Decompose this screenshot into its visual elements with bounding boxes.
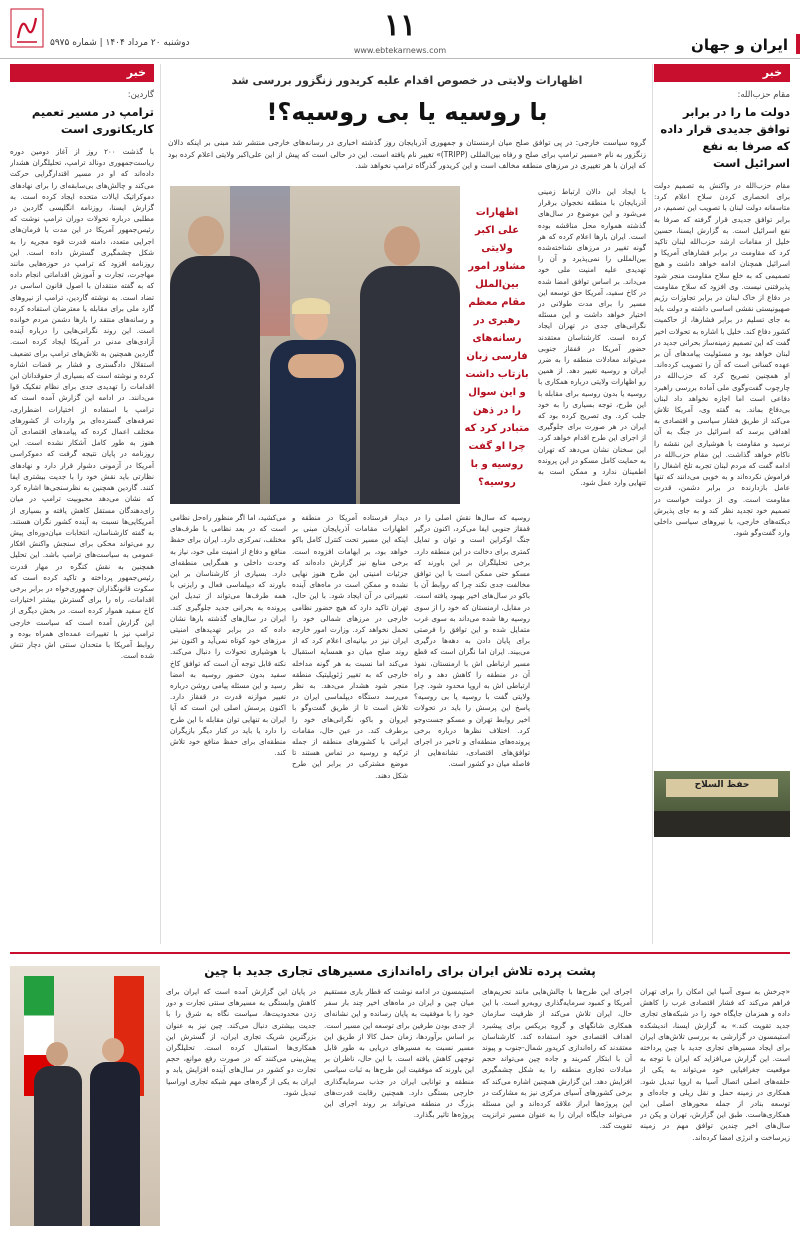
left-column [10, 64, 154, 944]
right-photo [654, 771, 790, 837]
right-headline: دولت ما را در برابر توافق جدیدی قرار داده که صرفا به نفع اسرائیل است [660, 105, 790, 170]
figure-right-suit [360, 266, 460, 504]
main-body-col2: روسیه که سال‌ها نقش اصلی را در قفقاز جنوبی ایفا می‌کرد، اکنون درگیر جنگ اوکراین است و توان و تمایل کمتری برای دخالت در این منطقه دارد. برخی تحلیلگران بر این باورند که مسکو حتی ممکن است با این توافق مخالفت جدی نکند چرا که روابط آن با باکو در سال‌های اخیر بهبود یافته است. در مقابل، ارمنستان که خود را از سوی روسیه رها شده می‌داند به سوی غرب متمایل شده و این توافق را فرصتی برای پایان دادن به دهه‌ها درگیری می‌بیند. ایران اما نگران است که قطع مسیر ارتباطی اش با ارمنستان، نفوذ آن در منطقه را کاهش دهد و راه ارتباطی اش به اروپا محدود شود. چرا ولایتی گفت با روسیه یا بی روسیه؟ پاسخ این پرسش را باید در تحولات اخیر روابط تهران و مسکو جست‌وجو کرد. اختلاف نظرها درباره برخی پرونده‌های منطقه‌ای و تاخیر در اجرای توافق‌های اقتصادی، نشانه‌هایی از فاصله میان دو کشور است. [414, 513, 530, 769]
bottom-body-col4: در پایان این گزارش آمده است که ایران برای کاهش وابستگی به مسیرهای سنتی تجارت و دور زدن محدودیت‌ها، سیاست نگاه به شرق را با جدیت بیشتری دنبال می‌کند. چین نیز به عنوان بزرگترین شریک تجاری ایران، از گسترش این همکاری‌ها استقبال کرده است. تحلیلگران پیش‌بینی می‌کنند که در صورت رفع موانع، حجم تجارت دو کشور در سال‌های آینده افزایش یابد و ایران به یکی از گره‌های مهم شبکه تجاری اوراسیا تبدیل شود. [166, 987, 316, 1097]
bottom-photo [10, 966, 160, 1226]
right-body: مقام حزب‌الله در واکنش به تصمیم دولت برای انحصاری کردن سلاح اعلام کرد: متاسفانه دولت لبنان با تصویب این تصمیم، در برابر توافق جدیدی قرار گرفته که صرفا به نفع اسرائیل است. به گزارش ایسنا، حسین خلیل از مقامات ارشد حزب‌الله لبنان تاکید کرد که مقاومت در برابر فشارهای آمریکا و اسرائیل همچنان ادامه خواهد داشت و هیچ تصمیمی که به خلع سلاح مقاومت منجر شود پذیرفتنی نیست. وی افزود که سلاح مقاومت در دفاع از خاک لبنان در برابر تجاوزات رژیم صهیونیستی نقشی اساسی داشته و دولت باید به جای تسلیم در برابر فشارها، از حاکمیت کشور دفاع کند. خلیل با اشاره به تحولات اخیر گفت که این تصمیم زمینه‌ساز بحرانی جدید در لبنان خواهد بود و مسئولیت پیامدهای آن بر عهده کسانی است که آن را تصویب کرده‌اند. او همچنین تصریح کرد که حزب‌الله در چارچوب گفت‌وگوی ملی آماده بررسی راهبرد دفاعی است اما اجازه نخواهد داد لبنان بی‌دفاع بماند. به گفته وی، آمریکا تلاش می‌کند از طریق فشار سیاسی و اقتصادی به اهدافی برسد که اسرائیل در جنگ به آن نرسید و مقاومت با هوشیاری این نقشه را ناکام خواهد گذاشت. این مقام حزب‌الله در ادامه گفت که مردم لبنان تجربه تلخ اشغال را فراموش نکرده‌اند و به خوبی می‌دانند که تنها عامل بازدارنده در برابر دشمن، قدرت مقاومت است. وی از دولت خواست در تصمیم خود تجدید نظر کند و به جای پذیرش دیکته‌های خارجی، با نیروهای سیاسی داخلی وارد گفت‌وگو شود. [654, 181, 790, 538]
figure-center-hair [292, 298, 330, 314]
bottom-headline: پشت پرده تلاش ایران برای راه‌اندازی مسیرهای تجاری جدید با چین [204, 964, 596, 978]
bottom-story-top-rule [10, 952, 790, 954]
photo-banner-text: حفظ السلاح [694, 780, 750, 790]
issue-date: دوشنبه ۲۰ مرداد ۱۴۰۴ | شماره ۵۹۷۵ [50, 38, 190, 48]
news-label: خبر [654, 64, 790, 82]
column-divider [652, 64, 653, 944]
main-body-col4: می‌کشید، اما اگر منظور راه‌حل نظامی است که در بعد نظامی با طرف‌های مختلف، تمرکزی دارد. ایران برای حفظ منافع و دفاع از امنیت ملی خود، نیاز به وحدت داخلی و همگرایی منطقه‌ای دارد. بسیاری از کارشناسان بر این باورند که دیپلماسی فعال و رایزنی با همه طرف‌ها می‌تواند از تبدیل این پرونده به بحرانی جدید جلوگیری کند. ایران در سال‌های گذشته بارها نشان داده که در برابر تهدیدهای امنیتی مرزهای خود کوتاه نمی‌آید و اکنون نیز با هوشیاری تحولات را دنبال می‌کند. نکته قابل توجه آن است که توافق کاخ سفید بدون حضور روسیه به امضا رسید و این مسئله پیامی روشن درباره تغییر موازنه قدرت در قفقاز دارد. اکنون پرسش اصلی این است که آیا ایران به تنهایی توان مقابله با این طرح را دارد یا باید در کنار دیگر بازیگران منطقه‌ای برای حفظ منافع خود تلاش کند. [170, 513, 286, 758]
main-headline: با روسیه یا بی روسیه؟! [266, 98, 548, 126]
handshake [288, 354, 344, 378]
main-story [168, 64, 646, 944]
figure-right [384, 226, 420, 266]
photo-crowd [654, 811, 790, 837]
news-label: خبر [10, 64, 154, 82]
main-kicker: اظهارات ولایتی در خصوص اقدام علیه کریدور زنگزور بررسی شد [231, 74, 583, 87]
bottom-body-col1: «چرخش به سوی آسیا این امکان را برای تهران فراهم می‌کند که فشار اقتصادی غرب را کاهش داده و همزمان جایگاه خود را در شبکه‌های تجاری جدید تقویت کند.» به گزارش ایسنا، اندیشکده استیمسون در گزارشی به بررسی تلاش‌های ایران برای ایجاد مسیرهای تجاری جدید با چین پرداخته است. این گزارش می‌افزاید که ایران با توجه به موقعیت جغرافیایی خود می‌تواند به یکی از حلقه‌های اصلی اتصال آسیا به اروپا تبدیل شود. همکاری در زمینه حمل و نقل ریلی و جاده‌ای و توسعه بنادر از جمله محورهای اصلی این همکاری‌هاست. طبق این گزارش، تهران و پکن در سال‌های اخیر چندین توافق مهم در زمینه زیرساخت و انرژی امضا کرده‌اند. [640, 987, 790, 1142]
column-divider [160, 64, 161, 944]
section-title: ایران و جهان [691, 36, 788, 54]
main-body-col1: با ایجاد این دالان ارتباط زمینی آذربایجان با منطقه نخجوان برقرار می‌شود و این موضوع در سال‌های گذشته همواره محل مناقشه بوده است. ایران بارها اعلام کرده که هر گونه تغییر در مرزهای شناخته‌شده بین‌المللی را نمی‌پذیرد و آن را تهدیدی علیه امنیت ملی خود می‌داند. بر اساس توافق امضا شده در کاخ سفید، آمریکا حق توسعه این مسیر را برای مدت طولانی در اختیار خواهد داشت و این مسئله نگرانی‌های جدی در تهران ایجاد کرده است. کارشناسان معتقدند حضور آمریکا در قفقاز جنوبی می‌تواند معادلات منطقه را به ضرر ایران و روسیه تغییر دهد. از همین رو اظهارات ولایتی درباره همکاری با روسیه یا بدون روسیه برای مقابله با این طرح، توجه بسیاری را به خود جلب کرد. وی تصریح کرده بود که ایران در هر صورت برای جلوگیری از اجرای این طرح اقدام خواهد کرد. این سخنان نشان می‌دهد که تهران به حمایت کامل مسکو در این پرونده اطمینان ندارد و ممکن است به تنهایی وارد عمل شود. [538, 187, 646, 488]
page-number: ۱۱ [383, 8, 417, 43]
left-headline: ترامپ در مسیر تعمیم کاریکاتوری است [31, 105, 154, 136]
bottom-body-col2: اجرای این طرح‌ها با چالش‌هایی مانند تحریم‌های آمریکا و کمبود سرمایه‌گذاری روبه‌رو است. با این حال، ایران تلاش می‌کند از ظرفیت سازمان همکاری شانگهای و گروه بریکس برای پیشبرد اهداف اقتصادی خود استفاده کند. کارشناسان معتقدند که راه‌اندازی کریدور شمال-جنوب و پیوند آن با ابتکار کمربند و جاده چین می‌تواند حجم مبادلات تجاری منطقه را به شکل چشمگیری افزایش دهد. این گزارش همچنین اشاره می‌کند که برخی کشورهای آسیای مرکزی نیز به مشارکت در این پروژه‌ها ابراز علاقه کرده‌اند و این مسئله می‌تواند جایگاه ایران را به عنوان مسیر ترانزیت تقویت کند. [482, 987, 632, 1131]
figure-left-suit [170, 256, 260, 504]
figure-left [188, 216, 224, 256]
pullquote: اظهارات علی اکبر ولایتی مشاور امور بین‌الملل مقام معظم رهبری در رسانه‌های فارسی زبان بازتاب داشت و این سوال را در ذهن متبادر کرد که چرا او گفت روسیه و با روسیه؟ [464, 207, 530, 488]
figure-right-suit [90, 1062, 140, 1226]
figure-left [46, 1042, 68, 1066]
main-body-col3: دیدار فرستاده آمریکا در منطقه و اظهارات مقامات آذربایجان مبنی بر اینکه این مسیر تحت کنترل کامل باکو خواهد بود، بر ابهامات افزوده است. برخی منابع نیز گزارش داده‌اند که جزئیات امنیتی این طرح هنوز نهایی نشده و ممکن است در ماه‌های آینده تغییراتی در آن ایجاد شود. با این حال، تهران تاکید دارد که هیچ حضور نظامی خارجی در مرزهای شمالی خود را تحمل نخواهد کرد. وزارت امور خارجه ایران نیز در بیانیه‌ای اعلام کرد که از روند صلح میان دو همسایه استقبال می‌کند اما نسبت به هر گونه مداخله خارجی که به تغییر ژئوپلیتیک منطقه منجر شود هشدار می‌دهد. به نظر می‌رسد دستگاه دیپلماسی ایران در تلاش است تا از طریق گفت‌وگو با ایروان و باکو، نگرانی‌های خود را برطرف کند. در عین حال، مقامات ایرانی با کشورهای منطقه از جمله ترکیه و روسیه در تماس هستند تا موضع مشترکی در برابر این طرح شکل دهند. [292, 513, 408, 780]
bottom-body-col3: استیمسون در ادامه نوشت که قطار باری مستقیم میان چین و ایران در ماه‌های اخیر چند بار سفر خود را با موفقیت به پایان رسانده و این نشانه‌ای از جدی بودن طرفین برای توسعه این مسیر است. بر اساس برآوردها، زمان حمل کالا از طریق این مسیر نسبت به مسیرهای دریایی به طور قابل توجهی کاهش یافته است. با این حال، ناظران بر این باورند که موفقیت این طرح‌ها به ثبات سیاسی منطقه و توانایی ایران در جذب سرمایه‌گذاری خارجی بستگی دارد. همچنین رقابت قدرت‌های بزرگ در منطقه می‌تواند بر روند اجرای این پروژه‌ها تاثیر بگذارد. [324, 987, 474, 1120]
section-marker [796, 34, 800, 54]
right-column [654, 64, 790, 944]
site-url[interactable]: www.ebtekarnews.com [353, 46, 447, 55]
main-lead: گروه سیاست خارجی: در پی توافق صلح میان ارمنستان و جمهوری آذربایجان روز گذشته اخباری در رسانه‌های خارجی منتشر شد مبنی بر اینکه دالان زنگزور به نام «مسیر ترامپ برای صلح و رفاه بین‌المللی (TRIPP)» تغییر نام یافته است. این در حالی است که پیش از این علی‌اکبر ولایتی اعلام کرده بود که ایران با هر تغییری در مرزهای منطقه مخالف است و این کریدور گذرگاه ترامپ نخواهد شد. [168, 138, 646, 170]
right-kicker: مقام حزب‌الله: [737, 90, 790, 100]
figure-left-suit [34, 1066, 82, 1226]
bottom-story [10, 958, 790, 1230]
left-kicker: گاردین: [127, 90, 154, 100]
main-photo [170, 186, 460, 504]
left-body: با گذشت ۲۰۰ روز از آغاز دومین دوره ریاست‌جمهوری دونالد ترامپ، تحلیلگران هشدار داده‌اند که او در مسیر اقتدارگرایی حرکت می‌کند و چالش‌های بی‌سابقه‌ای را برای نهادهای دموکراتیک ایالات متحده ایجاد کرده است. به گزارش ایسنا، روزنامه انگلیسی گاردین در مطلبی درباره تحولات دوران ترامپ نوشت که رئیس‌جمهور آمریکا در این مدت با فرمان‌های اجرایی متعدد، دامنه قدرت قوه مجریه را به شکل چشمگیری گسترش داده است. این روزنامه افزود که ترامپ در حوزه‌هایی مانند مهاجرت، تجارت و آموزش اقداماتی انجام داده که به گفته منتقدان با اصول قانون اساسی در تضاد است. به نوشته گاردین، ترامپ از نیروهای گارد ملی برای مقابله با معترضان استفاده کرده و رسانه‌های منتقد را بارها دشمن مردم خوانده است. این روند نگرانی‌هایی را درباره آینده آزادی‌های مدنی در آمریکا ایجاد کرده است. گاردین همچنین به تلاش‌های ترامپ برای تضعیف استقلال دادگستری و فشار بر قضات اشاره کرده و نوشته است که بسیاری از حقوقدانان این اقدامات را تهدیدی جدی برای نظام تفکیک قوا می‌دانند. در ادامه این گزارش آمده است که ترامپ با استفاده از اختیارات اضطراری، تعرفه‌های گسترده‌ای بر واردات از کشورهای مختلف اعمال کرده که پیامدهای اقتصادی آن هنوز به طور کامل آشکار نشده است. این روزنامه در پایان نتیجه گرفت که دموکراسی آمریکا در آزمونی دشوار قرار دارد و نهادهای نظارتی باید نقش خود را با جدیت بیشتری ایفا کنند. گاردین همچنین به نظرسنجی‌ها اشاره کرد که نشان می‌دهد محبوبیت ترامپ در میان رای‌دهندگان مستقل کاهش یافته و بسیاری از آمریکایی‌ها نسبت به آینده کشور نگران هستند. به گفته کارشناسان، انتخابات میان‌دوره‌ای پیش رو می‌تواند محکی برای سنجش واکنش افکار عمومی به سیاست‌های ترامپ باشد. این تحلیل همچنین به نقش کنگره در مهار قدرت رئیس‌جمهور پرداخته و تاکید کرده است که سکوت قانونگذاران جمهوری‌خواه در برابر برخی اقدامات، راه را برای گسترش بیشتر اختیارات کاخ سفید هموار کرده است. در بخش دیگری از این گزارش آمده است که سیاست خارجی ترامپ نیز با تغییرات عمده‌ای همراه بوده و روابط آمریکا با متحدان سنتی اش دچار تنش شده است. [10, 147, 154, 661]
figure-right [102, 1038, 124, 1062]
newspaper-logo-icon [10, 8, 44, 48]
masthead [0, 0, 800, 59]
